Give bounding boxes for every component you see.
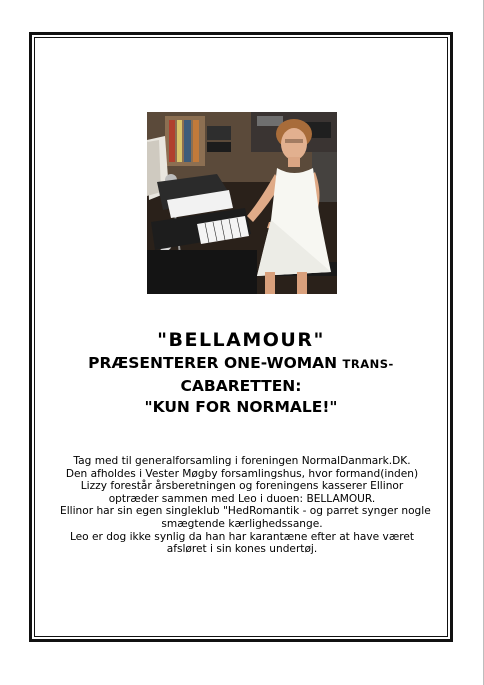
- description-line: optræder sammen med Leo i duoen: BELLAMOUR.: [108, 492, 376, 505]
- show-title: "KUN FOR NORMALE!": [144, 398, 338, 416]
- description-line: Ellinor har sin egen singleklub "HedRomantik - og parret synger nogle: [60, 505, 431, 518]
- description-line: Leo er dog ikke synlig da han har karantæne efter at have været: [69, 530, 415, 543]
- description-line: afsløret i sin kones undertøj.: [166, 543, 318, 556]
- subtitle-line-1: [36, 352, 446, 375]
- woman-playing-keyboard-photo: [147, 112, 337, 294]
- subtitle-line-1-main: PRÆSENTERER ONE-WOMAN: [88, 354, 343, 372]
- description-line: smægtende kærlighedssange.: [161, 517, 323, 530]
- subtitle-line-1-small: TRANS-: [342, 357, 394, 371]
- description-line: Lizzy forestår årsberetningen og foreningens kasserer Ellinor: [80, 480, 404, 493]
- event-description: [60, 455, 431, 556]
- subtitle-line-2: CABARETTEN:: [180, 377, 302, 395]
- poster-title: "BELLAMOUR": [157, 329, 325, 351]
- description-line: Tag med til generalforsamling i foreningen NormalDanmark.DK.: [73, 455, 411, 467]
- poster-subtitle: [36, 352, 446, 397]
- description-line: Den afholdes i Vester Møgby forsamlingshus, hvor formand(inden): [65, 467, 419, 480]
